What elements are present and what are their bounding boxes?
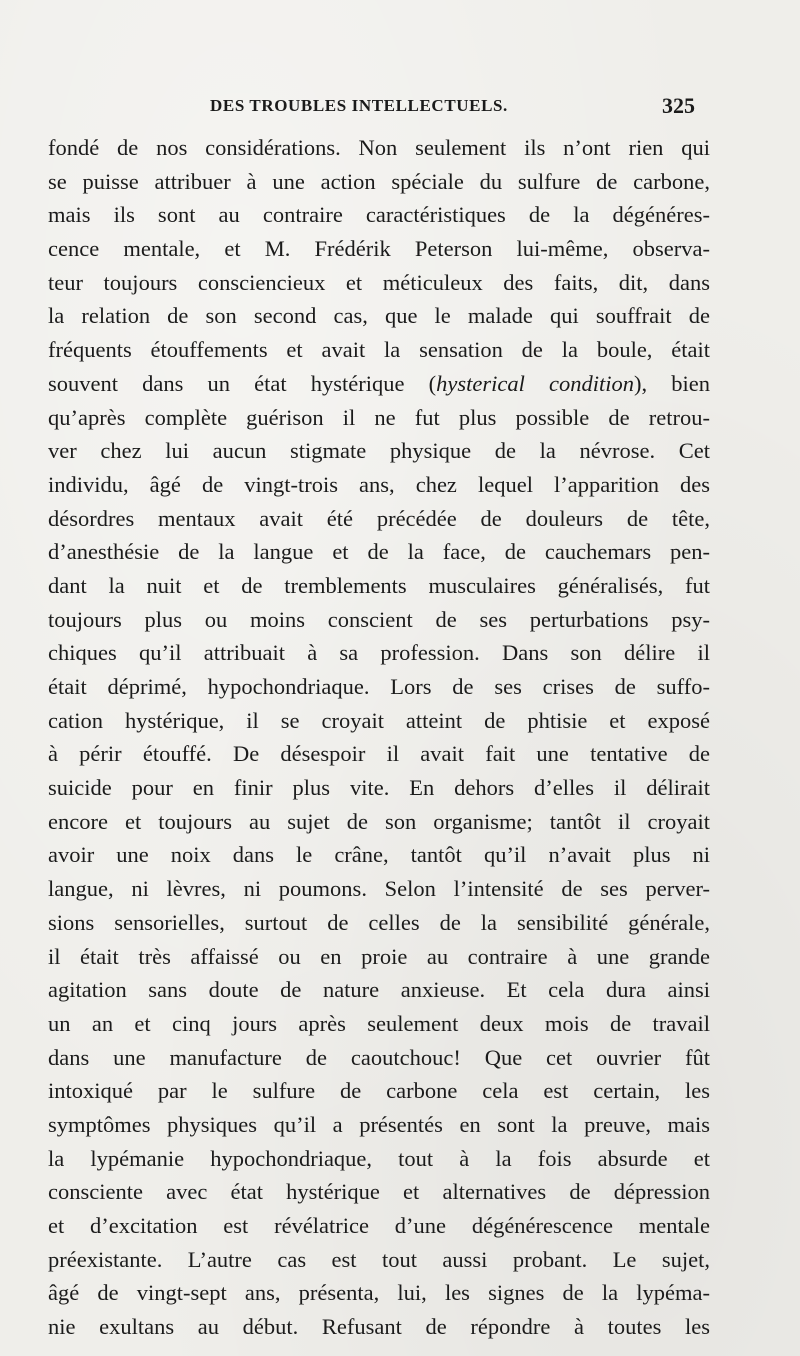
- body-text: [48, 131, 710, 1344]
- text-line: était déprimé, hypochondriaque. Lors de ses crises de suffo-: [48, 674, 710, 699]
- text-line: un an et cinq jours après seulement deux mois de travail: [48, 1010, 710, 1036]
- text-line: à périr étouffé. De désespoir il avait fait une tentative de: [48, 741, 710, 767]
- text-line: dans une manufacture de caoutchouc! Que cet ouvrier fût: [48, 1044, 710, 1070]
- text-line: agitation sans doute de nature anxieuse. Et cela dura ainsi: [48, 977, 710, 1003]
- text-line: désordres mentaux avait été précédée de douleurs de tête,: [48, 505, 710, 531]
- text-line-with-italic: [48, 367, 710, 401]
- text-line: teur toujours consciencieux et méticuleux des faits, dit, dans: [48, 269, 710, 295]
- text-line: la lypémanie hypochondriaque, tout à la fois absurde et: [48, 1145, 710, 1171]
- text-line: préexistante. L’autre cas est tout aussi probant. Le sujet,: [48, 1246, 710, 1272]
- text-line: chiques qu’il attribuait à sa profession. Dans son délire il: [48, 640, 710, 666]
- page-number: 325: [662, 93, 695, 118]
- text-line: intoxiqué par le sulfure de carbone cela est certain, les: [48, 1078, 710, 1104]
- text-line: langue, ni lèvres, ni poumons. Selon l’intensité de ses perver-: [48, 876, 710, 902]
- text-line: individu, âgé de vingt-trois ans, chez lequel l’apparition des: [48, 471, 710, 497]
- text-line: avoir une noix dans le crâne, tantôt qu’il n’avait plus ni: [48, 842, 710, 868]
- text-line: symptômes physiques qu’il a présentés en sont la preuve, mais: [48, 1111, 710, 1137]
- text-line: mais ils sont au contraire caractéristiques de la dégénéres-: [48, 202, 710, 228]
- text-fragment: souvent dans un état hystérique (: [48, 370, 437, 396]
- running-head: DES TROUBLES INTELLECTUELS.: [210, 96, 508, 115]
- text-line: sions sensorielles, surtout de celles de la sensibilité générale,: [48, 909, 710, 935]
- text-line: il était très affaissé ou en proie au contraire à une grande: [48, 943, 710, 969]
- text-line: encore et toujours au sujet de son organisme; tantôt il croyait: [48, 808, 710, 834]
- text-line: la relation de son second cas, que le malade qui souffrait de: [48, 303, 710, 329]
- text-line: cation hystérique, il se croyait atteint de phtisie et exposé: [48, 707, 710, 733]
- text-line: et d’excitation est révélatrice d’une dégénérescence mentale: [48, 1213, 710, 1238]
- text-line: cence mentale, et M. Frédérik Peterson lui-même, observa-: [48, 236, 710, 262]
- text-line: d’anesthésie de la langue et de la face, de cauchemars pen-: [48, 539, 710, 565]
- text-line: toujours plus ou moins conscient de ses perturbations psy-: [48, 606, 710, 632]
- text-line: fondé de nos considérations. Non seulement ils n’ont rien qui: [48, 135, 710, 160]
- text-line: suicide pour en finir plus vite. En dehors d’elles il délirait: [48, 775, 710, 801]
- text-fragment: ), bien: [634, 370, 710, 396]
- text-line: qu’après complète guérison il ne fut plus possible de retrou-: [48, 404, 710, 430]
- text-line: ver chez lui aucun stigmate physique de la névrose. Cet: [48, 438, 710, 464]
- text-line: consciente avec état hystérique et alternatives de dépression: [48, 1179, 710, 1205]
- text-line: nie exultans au début. Refusant de répondre à toutes les: [48, 1314, 710, 1340]
- italic-phrase: hysterical condition: [436, 370, 634, 396]
- text-line: se puisse attribuer à une action spéciale du sulfure de carbone,: [48, 168, 710, 194]
- text-line: dant la nuit et de tremblements musculaires généralisés, fut: [48, 572, 710, 598]
- text-line: âgé de vingt-sept ans, présenta, lui, les signes de la lypéma-: [48, 1280, 710, 1306]
- text-line: fréquents étouffements et avait la sensation de la boule, était: [48, 337, 710, 363]
